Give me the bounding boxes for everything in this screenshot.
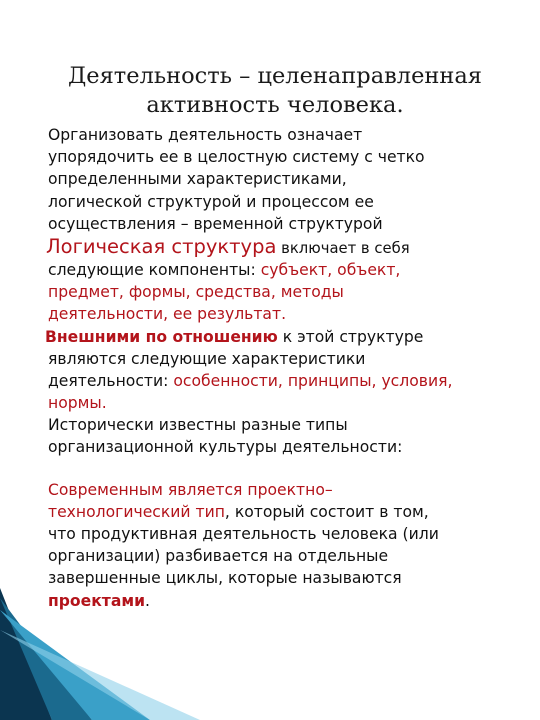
p2-line-1	[46, 235, 528, 259]
p5-line-2	[48, 501, 528, 523]
p3-line-2: являются следующие характеристики	[48, 349, 366, 368]
body-text	[45, 124, 528, 612]
p3-line-1	[45, 326, 528, 348]
p3-line-3-red: особенности, принципы, условия,	[173, 371, 453, 390]
p5-line-1: Современным является проектно–	[48, 480, 333, 499]
p1-line-3: определенными характеристиками,	[48, 170, 347, 189]
p3-line-1-rest: к этой структуре	[277, 327, 424, 346]
logical-structure-term: Логическая структура	[46, 234, 277, 258]
external-term: Внешними по отношению	[45, 327, 278, 346]
projects-term: проектами	[48, 591, 146, 610]
p2-line-1-rest: включает в себя	[276, 239, 410, 257]
p2-line-2	[48, 259, 528, 281]
p4-line-2: организационной культуры деятельности:	[48, 438, 403, 457]
p4-line-1: Исторически известны разные типы	[48, 416, 348, 435]
p2-line-4: деятельности, ее результат.	[48, 305, 287, 324]
corner-decoration	[0, 580, 200, 720]
p1-line-4: логической структурой и процессом ее	[48, 192, 374, 211]
p5-line-5: завершенные циклы, которые называются	[48, 569, 402, 588]
p1-line-2: упорядочить ее в целостную систему с четко	[48, 148, 425, 167]
title-line-1: Деятельность – целенаправленная	[68, 63, 482, 89]
slide-title	[30, 62, 520, 120]
p1-line-1: Организовать деятельность означает	[48, 126, 363, 144]
p2-line-3: предмет, формы, средства, методы	[48, 283, 344, 302]
p2-line-2-plain: следующие компоненты:	[48, 260, 261, 279]
p5-line-3: что продуктивная деятельность человека (или	[48, 525, 439, 543]
p3-line-3	[48, 370, 528, 392]
title-line-2: активность человека.	[146, 92, 404, 118]
p2-line-2-red: субъект, объект,	[260, 260, 401, 279]
p5-line-2-red: технологический тип	[48, 502, 225, 521]
p5-end: .	[145, 591, 151, 610]
p1-line-5: осуществления – временной структурой	[48, 214, 383, 233]
p5-line-2-rest: , который состоит в том,	[224, 502, 429, 521]
p5-line-4: организации) разбивается на отдельные	[48, 547, 389, 566]
p3-line-3-plain: деятельности:	[48, 371, 174, 390]
p3-line-4: нормы.	[48, 394, 107, 413]
